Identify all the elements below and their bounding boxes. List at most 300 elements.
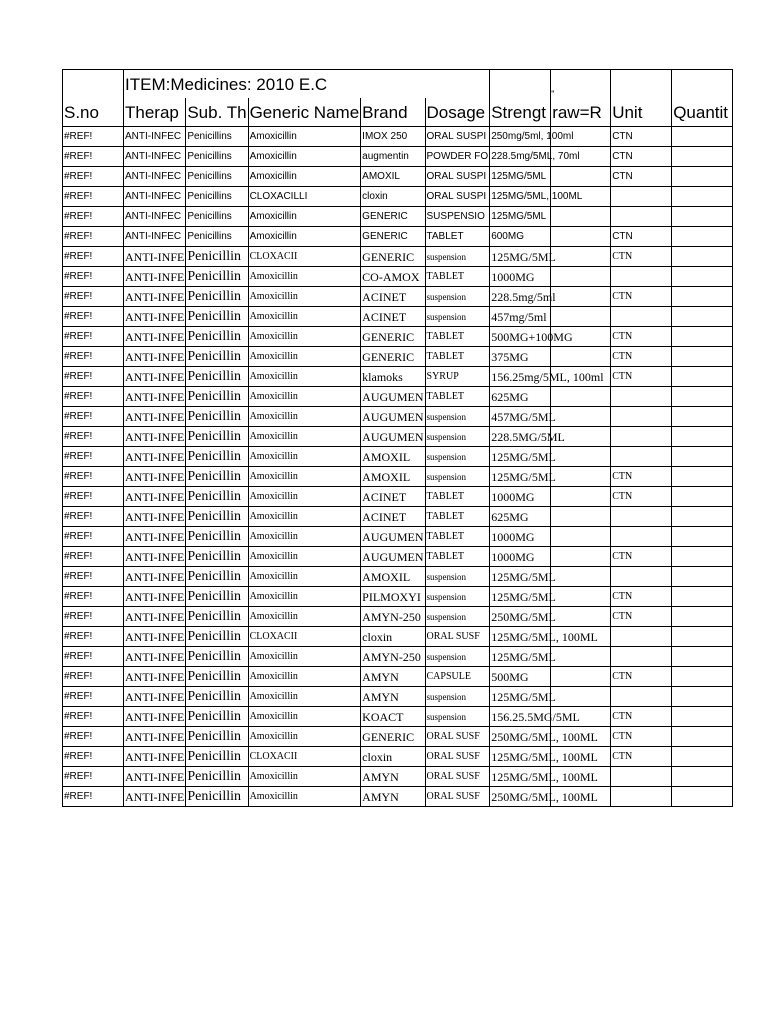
cell-raw[interactable] [551, 287, 611, 307]
cell-sno[interactable]: #REF! [63, 167, 124, 187]
cell-sno[interactable]: #REF! [63, 587, 124, 607]
cell-gen[interactable]: Amoxicillin [248, 787, 361, 807]
cell-raw[interactable] [551, 567, 611, 587]
cell-brand[interactable]: CO-AMOX [361, 267, 425, 287]
cell-quantity[interactable] [672, 547, 733, 567]
cell-str[interactable] [490, 307, 551, 327]
cell-dose[interactable]: suspension [425, 407, 490, 427]
cell-ther[interactable]: ANTI-INFE [124, 507, 186, 527]
cell-brand[interactable]: AMYN [361, 667, 425, 687]
cell-sno[interactable]: #REF! [63, 207, 124, 227]
cell-gen[interactable]: Amoxicillin [248, 227, 361, 247]
cell-str[interactable] [490, 367, 604, 387]
cell-gen[interactable]: Amoxicillin [248, 327, 361, 347]
cell-gen[interactable]: Amoxicillin [248, 527, 361, 547]
cell-raw[interactable] [551, 207, 611, 227]
cell-gen[interactable]: Amoxicillin [248, 447, 361, 467]
cell-raw[interactable] [551, 447, 611, 467]
cell-raw[interactable] [551, 647, 611, 667]
cell-str[interactable] [490, 647, 556, 667]
cell-brand[interactable]: GENERIC [361, 347, 425, 367]
cell-brand[interactable]: KOACT [361, 707, 425, 727]
cell-quantity[interactable] [672, 467, 733, 487]
cell-str[interactable] [490, 407, 556, 427]
cell-str[interactable] [490, 147, 580, 167]
cell-str[interactable] [490, 507, 551, 527]
cell-sub[interactable]: Penicillin [186, 327, 248, 347]
cell-raw[interactable] [551, 387, 611, 407]
cell-dose[interactable]: suspension [425, 567, 490, 587]
cell-dose[interactable]: suspension [425, 247, 490, 267]
cell-unit[interactable]: CTN [611, 227, 672, 247]
header-unit[interactable]: Unit [611, 98, 672, 127]
cell-unit[interactable] [611, 387, 672, 407]
cell-str[interactable] [490, 347, 551, 367]
cell-quantity[interactable] [672, 307, 733, 327]
cell-unit[interactable] [611, 567, 672, 587]
cell-sno[interactable]: #REF! [63, 187, 124, 207]
cell-brand[interactable]: GENERIC [361, 327, 425, 347]
cell-unit[interactable] [611, 407, 672, 427]
cell-dose[interactable]: TABLET [425, 487, 490, 507]
cell-sub[interactable]: Penicillin [186, 787, 248, 807]
cell-str[interactable] [490, 267, 551, 287]
header-quantity[interactable]: Quantit [672, 98, 733, 127]
cell-str[interactable] [490, 787, 598, 807]
cell-quantity[interactable] [672, 327, 733, 347]
cell-gen[interactable]: Amoxicillin [248, 727, 361, 747]
cell-brand[interactable]: AMYN [361, 787, 425, 807]
cell-str[interactable] [490, 727, 598, 747]
cell-quantity[interactable] [672, 587, 733, 607]
cell-sno[interactable]: #REF! [63, 267, 124, 287]
cell-raw[interactable] [551, 307, 611, 327]
cell-ther[interactable]: ANTI-INFEC [124, 187, 186, 207]
cell-sub[interactable]: Penicillin [186, 347, 248, 367]
cell-sub[interactable]: Penicillins [186, 187, 248, 207]
cell-sno[interactable]: #REF! [63, 447, 124, 467]
cell-str[interactable] [490, 387, 551, 407]
cell-gen[interactable]: Amoxicillin [248, 567, 361, 587]
cell-sub[interactable]: Penicillin [186, 667, 248, 687]
cell-sno[interactable]: #REF! [63, 287, 124, 307]
cell-sub[interactable]: Penicillin [186, 467, 248, 487]
cell-ther[interactable]: ANTI-INFEC [124, 167, 186, 187]
cell-str[interactable] [490, 627, 598, 647]
cell-str[interactable] [490, 527, 551, 547]
cell-ther[interactable]: ANTI-INFE [124, 487, 186, 507]
cell-unit[interactable] [611, 427, 672, 447]
cell-quantity[interactable] [672, 567, 733, 587]
cell-sno[interactable]: #REF! [63, 747, 124, 767]
cell-sno[interactable]: #REF! [63, 247, 124, 267]
cell-brand[interactable]: AMOXIL [361, 467, 425, 487]
cell-dose[interactable]: suspension [425, 687, 490, 707]
cell-gen[interactable]: Amoxicillin [248, 147, 361, 167]
cell-sub[interactable]: Penicillin [186, 307, 248, 327]
cell-quantity[interactable] [672, 707, 733, 727]
cell-gen[interactable]: Amoxicillin [248, 347, 361, 367]
cell-brand[interactable]: ACINET [361, 287, 425, 307]
cell-unit[interactable]: CTN [611, 587, 672, 607]
cell-unit[interactable] [611, 447, 672, 467]
cell-dose[interactable]: suspension [425, 307, 490, 327]
cell-quantity[interactable] [672, 747, 733, 767]
cell-quantity[interactable] [672, 207, 733, 227]
cell-dose[interactable]: suspension [425, 647, 490, 667]
cell-brand[interactable]: AUGUMEN [361, 407, 425, 427]
cell-sub[interactable]: Penicillin [186, 587, 248, 607]
cell-raw[interactable] [551, 347, 611, 367]
cell-gen[interactable]: Amoxicillin [248, 487, 361, 507]
cell-raw[interactable] [551, 587, 611, 607]
cell-dose[interactable]: POWDER FO [425, 147, 490, 167]
cell-quantity[interactable] [672, 527, 733, 547]
cell-unit[interactable] [611, 687, 672, 707]
cell-sub[interactable]: Penicillin [186, 707, 248, 727]
cell-unit[interactable]: CTN [611, 347, 672, 367]
cell-str[interactable] [490, 227, 551, 247]
cell-gen[interactable]: Amoxicillin [248, 667, 361, 687]
cell-dose[interactable]: CAPSULE [425, 667, 490, 687]
cell-gen[interactable]: Amoxicillin [248, 127, 361, 147]
cell-gen[interactable]: Amoxicillin [248, 767, 361, 787]
cell-sno[interactable]: #REF! [63, 687, 124, 707]
cell-str[interactable] [490, 707, 580, 727]
cell-sub[interactable]: Penicillin [186, 567, 248, 587]
cell-ther[interactable]: ANTI-INFE [124, 367, 186, 387]
cell-sub[interactable]: Penicillin [186, 387, 248, 407]
cell-gen[interactable]: CLOXACII [248, 247, 361, 267]
cell-sub[interactable]: Penicillin [186, 267, 248, 287]
cell-quantity[interactable] [672, 787, 733, 807]
cell-unit[interactable]: CTN [611, 727, 672, 747]
cell-unit[interactable]: CTN [611, 287, 672, 307]
cell-quantity[interactable] [672, 367, 733, 387]
cell-gen[interactable]: Amoxicillin [248, 647, 361, 667]
cell-ther[interactable]: ANTI-INFE [124, 347, 186, 367]
title-row-cell-7[interactable] [490, 70, 551, 99]
cell-dose[interactable]: ORAL SUSF [425, 767, 490, 787]
cell-ther[interactable]: ANTI-INFE [124, 567, 186, 587]
header-sno[interactable]: S.no [63, 98, 124, 127]
cell-gen[interactable]: Amoxicillin [248, 207, 361, 227]
cell-ther[interactable]: ANTI-INFE [124, 607, 186, 627]
cell-quantity[interactable] [672, 647, 733, 667]
cell-ther[interactable]: ANTI-INFE [124, 247, 186, 267]
header-dosage[interactable]: Dosage [425, 98, 490, 127]
cell-brand[interactable]: AMYN [361, 767, 425, 787]
cell-gen[interactable]: Amoxicillin [248, 387, 361, 407]
cell-sub[interactable]: Penicillin [186, 547, 248, 567]
cell-ther[interactable]: ANTI-INFE [124, 647, 186, 667]
cell-sub[interactable]: Penicillin [186, 527, 248, 547]
cell-gen[interactable]: Amoxicillin [248, 467, 361, 487]
cell-brand[interactable]: GENERIC [361, 227, 425, 247]
cell-str[interactable] [490, 467, 556, 487]
cell-str[interactable] [490, 767, 598, 787]
cell-sub[interactable]: Penicillin [186, 747, 248, 767]
cell-unit[interactable]: CTN [611, 747, 672, 767]
cell-ther[interactable]: ANTI-INFE [124, 327, 186, 347]
cell-gen[interactable]: Amoxicillin [248, 267, 361, 287]
cell-str[interactable] [490, 187, 583, 207]
cell-quantity[interactable] [672, 167, 733, 187]
cell-dose[interactable]: ORAL SUSF [425, 727, 490, 747]
cell-brand[interactable]: ACINET [361, 507, 425, 527]
cell-unit[interactable]: CTN [611, 547, 672, 567]
cell-quantity[interactable] [672, 427, 733, 447]
cell-unit[interactable]: CTN [611, 147, 672, 167]
cell-ther[interactable]: ANTI-INFE [124, 527, 186, 547]
cell-brand[interactable]: PILMOXYI [361, 587, 425, 607]
cell-unit[interactable]: CTN [611, 487, 672, 507]
header-therapeutic[interactable]: Therap [124, 98, 186, 127]
cell-str[interactable] [490, 207, 551, 227]
cell-str[interactable] [490, 687, 556, 707]
cell-sub[interactable]: Penicillin [186, 367, 248, 387]
cell-ther[interactable]: ANTI-INFE [124, 667, 186, 687]
cell-quantity[interactable] [672, 407, 733, 427]
cell-unit[interactable] [611, 627, 672, 647]
cell-dose[interactable]: TABLET [425, 527, 490, 547]
header-brand[interactable]: Brand [361, 98, 425, 127]
title-row-cell-9[interactable] [611, 70, 672, 99]
cell-unit[interactable] [611, 507, 672, 527]
cell-dose[interactable]: suspension [425, 287, 490, 307]
cell-brand[interactable]: ACINET [361, 487, 425, 507]
cell-raw[interactable] [551, 507, 611, 527]
cell-dose[interactable]: suspension [425, 587, 490, 607]
cell-gen[interactable]: Amoxicillin [248, 687, 361, 707]
cell-brand[interactable]: AMYN-250 [361, 607, 425, 627]
cell-str[interactable] [490, 607, 556, 627]
title-row-cell-1[interactable] [63, 70, 124, 99]
cell-unit[interactable]: CTN [611, 467, 672, 487]
cell-sub[interactable]: Penicillin [186, 627, 248, 647]
cell-sno[interactable]: #REF! [63, 127, 124, 147]
cell-brand[interactable]: AUGUMEN [361, 527, 425, 547]
header-strength[interactable]: Strengt [490, 98, 551, 127]
cell-dose[interactable]: suspension [425, 467, 490, 487]
cell-str[interactable] [490, 427, 565, 447]
cell-ther[interactable]: ANTI-INFE [124, 267, 186, 287]
cell-ther[interactable]: ANTI-INFE [124, 287, 186, 307]
cell-sno[interactable]: #REF! [63, 487, 124, 507]
cell-dose[interactable]: SYRUP [425, 367, 490, 387]
cell-unit[interactable]: CTN [611, 247, 672, 267]
cell-gen[interactable]: Amoxicillin [248, 407, 361, 427]
cell-quantity[interactable] [672, 487, 733, 507]
cell-unit[interactable]: CTN [611, 167, 672, 187]
cell-str[interactable] [490, 127, 574, 147]
cell-brand[interactable]: IMOX 250 [361, 127, 425, 147]
cell-unit[interactable] [611, 267, 672, 287]
cell-sno[interactable]: #REF! [63, 787, 124, 807]
cell-sno[interactable]: #REF! [63, 607, 124, 627]
cell-str[interactable] [490, 547, 551, 567]
cell-dose[interactable]: ORAL SUSF [425, 747, 490, 767]
cell-gen[interactable]: Amoxicillin [248, 167, 361, 187]
cell-unit[interactable]: CTN [611, 327, 672, 347]
cell-quantity[interactable] [672, 227, 733, 247]
cell-sno[interactable]: #REF! [63, 527, 124, 547]
cell-gen[interactable]: CLOXACII [248, 627, 361, 647]
cell-gen[interactable]: Amoxicillin [248, 287, 361, 307]
cell-quantity[interactable] [672, 447, 733, 467]
cell-raw[interactable] [551, 247, 611, 267]
cell-brand[interactable]: augmentin [361, 147, 425, 167]
cell-raw[interactable] [551, 607, 611, 627]
cell-ther[interactable]: ANTI-INFE [124, 747, 186, 767]
cell-sno[interactable]: #REF! [63, 327, 124, 347]
cell-sno[interactable]: #REF! [63, 427, 124, 447]
cell-dose[interactable]: ORAL SUSF [425, 787, 490, 807]
cell-gen[interactable]: Amoxicillin [248, 607, 361, 627]
cell-sno[interactable]: #REF! [63, 307, 124, 327]
cell-brand[interactable]: cloxin [361, 187, 425, 207]
cell-str[interactable] [490, 327, 573, 347]
cell-raw[interactable] [551, 547, 611, 567]
cell-gen[interactable]: Amoxicillin [248, 367, 361, 387]
cell-unit[interactable]: CTN [611, 707, 672, 727]
cell-gen[interactable]: CLOXACILLI [248, 187, 361, 207]
cell-quantity[interactable] [672, 267, 733, 287]
cell-brand[interactable]: cloxin [361, 747, 425, 767]
cell-unit[interactable]: CTN [611, 667, 672, 687]
cell-str[interactable] [490, 247, 556, 267]
cell-quantity[interactable] [672, 607, 733, 627]
cell-dose[interactable]: SUSPENSIO [425, 207, 490, 227]
cell-raw[interactable] [551, 267, 611, 287]
cell-brand[interactable]: AMOXIL [361, 167, 425, 187]
cell-unit[interactable] [611, 787, 672, 807]
cell-ther[interactable]: ANTI-INFE [124, 587, 186, 607]
title-row-cell-8[interactable] [551, 70, 611, 99]
cell-sub[interactable]: Penicillin [186, 447, 248, 467]
cell-str[interactable] [490, 747, 598, 767]
cell-sub[interactable]: Penicillin [186, 647, 248, 667]
cell-raw[interactable] [551, 467, 611, 487]
cell-brand[interactable]: klamoks [361, 367, 425, 387]
cell-sno[interactable]: #REF! [63, 147, 124, 167]
cell-sub[interactable]: Penicillin [186, 687, 248, 707]
cell-sno[interactable]: #REF! [63, 227, 124, 247]
cell-ther[interactable]: ANTI-INFE [124, 767, 186, 787]
cell-sub[interactable]: Penicillins [186, 167, 248, 187]
cell-str[interactable] [490, 667, 551, 687]
cell-raw[interactable] [551, 167, 611, 187]
cell-dose[interactable]: suspension [425, 707, 490, 727]
cell-gen[interactable]: CLOXACII [248, 747, 361, 767]
cell-unit[interactable] [611, 207, 672, 227]
header-raw[interactable] [551, 89, 611, 127]
cell-gen[interactable]: Amoxicillin [248, 307, 361, 327]
header-sub-therapeutic[interactable]: Sub. Th [186, 98, 248, 127]
cell-quantity[interactable] [672, 687, 733, 707]
cell-gen[interactable]: Amoxicillin [248, 427, 361, 447]
cell-sub[interactable]: Penicillin [186, 247, 248, 267]
cell-quantity[interactable] [672, 767, 733, 787]
cell-quantity[interactable] [672, 187, 733, 207]
cell-raw[interactable] [551, 687, 611, 707]
cell-unit[interactable] [611, 647, 672, 667]
cell-sno[interactable]: #REF! [63, 367, 124, 387]
cell-quantity[interactable] [672, 247, 733, 267]
cell-raw[interactable] [551, 487, 611, 507]
cell-sub[interactable]: Penicillin [186, 427, 248, 447]
cell-sno[interactable]: #REF! [63, 667, 124, 687]
cell-str[interactable] [490, 447, 556, 467]
cell-ther[interactable]: ANTI-INFE [124, 447, 186, 467]
cell-quantity[interactable] [672, 347, 733, 367]
cell-ther[interactable]: ANTI-INFE [124, 687, 186, 707]
cell-sno[interactable]: #REF! [63, 407, 124, 427]
sheet-title[interactable]: ITEM:Medicines: 2010 E.C [124, 70, 490, 99]
cell-str[interactable] [490, 487, 551, 507]
cell-sno[interactable]: #REF! [63, 627, 124, 647]
cell-gen[interactable]: Amoxicillin [248, 507, 361, 527]
cell-sno[interactable]: #REF! [63, 507, 124, 527]
cell-dose[interactable]: TABLET [425, 387, 490, 407]
cell-ther[interactable]: ANTI-INFE [124, 407, 186, 427]
cell-ther[interactable]: ANTI-INFE [124, 387, 186, 407]
cell-dose[interactable]: TABLET [425, 347, 490, 367]
cell-dose[interactable]: TABLET [425, 267, 490, 287]
cell-dose[interactable]: ORAL SUSPI [425, 187, 490, 207]
cell-ther[interactable]: ANTI-INFE [124, 467, 186, 487]
cell-ther[interactable]: ANTI-INFE [124, 547, 186, 567]
cell-quantity[interactable] [672, 507, 733, 527]
cell-str[interactable] [490, 167, 551, 187]
cell-ther[interactable]: ANTI-INFEC [124, 227, 186, 247]
cell-brand[interactable]: GENERIC [361, 727, 425, 747]
cell-sno[interactable]: #REF! [63, 647, 124, 667]
cell-sub[interactable]: Penicillin [186, 727, 248, 747]
cell-brand[interactable]: cloxin [361, 627, 425, 647]
cell-sno[interactable]: #REF! [63, 707, 124, 727]
cell-str[interactable] [490, 567, 556, 587]
cell-sub[interactable]: Penicillins [186, 207, 248, 227]
cell-str[interactable] [490, 587, 556, 607]
cell-brand[interactable]: AMOXIL [361, 447, 425, 467]
cell-sno[interactable]: #REF! [63, 467, 124, 487]
cell-dose[interactable]: TABLET [425, 227, 490, 247]
cell-quantity[interactable] [672, 627, 733, 647]
cell-dose[interactable]: suspension [425, 447, 490, 467]
cell-ther[interactable]: ANTI-INFE [124, 427, 186, 447]
cell-dose[interactable]: TABLET [425, 327, 490, 347]
cell-sub[interactable]: Penicillin [186, 507, 248, 527]
cell-sub[interactable]: Penicillins [186, 147, 248, 167]
cell-ther[interactable]: ANTI-INFEC [124, 127, 186, 147]
cell-unit[interactable]: CTN [611, 127, 672, 147]
cell-sno[interactable]: #REF! [63, 547, 124, 567]
cell-raw[interactable] [551, 667, 611, 687]
cell-brand[interactable]: AMOXIL [361, 567, 425, 587]
cell-unit[interactable] [611, 307, 672, 327]
cell-dose[interactable]: TABLET [425, 507, 490, 527]
cell-sub[interactable]: Penicillins [186, 127, 248, 147]
cell-quantity[interactable] [672, 127, 733, 147]
cell-gen[interactable]: Amoxicillin [248, 587, 361, 607]
cell-dose[interactable]: suspension [425, 427, 490, 447]
cell-sub[interactable]: Penicillin [186, 407, 248, 427]
cell-ther[interactable]: ANTI-INFE [124, 727, 186, 747]
cell-dose[interactable]: suspension [425, 607, 490, 627]
cell-dose[interactable]: TABLET [425, 547, 490, 567]
cell-dose[interactable]: ORAL SUSF [425, 627, 490, 647]
